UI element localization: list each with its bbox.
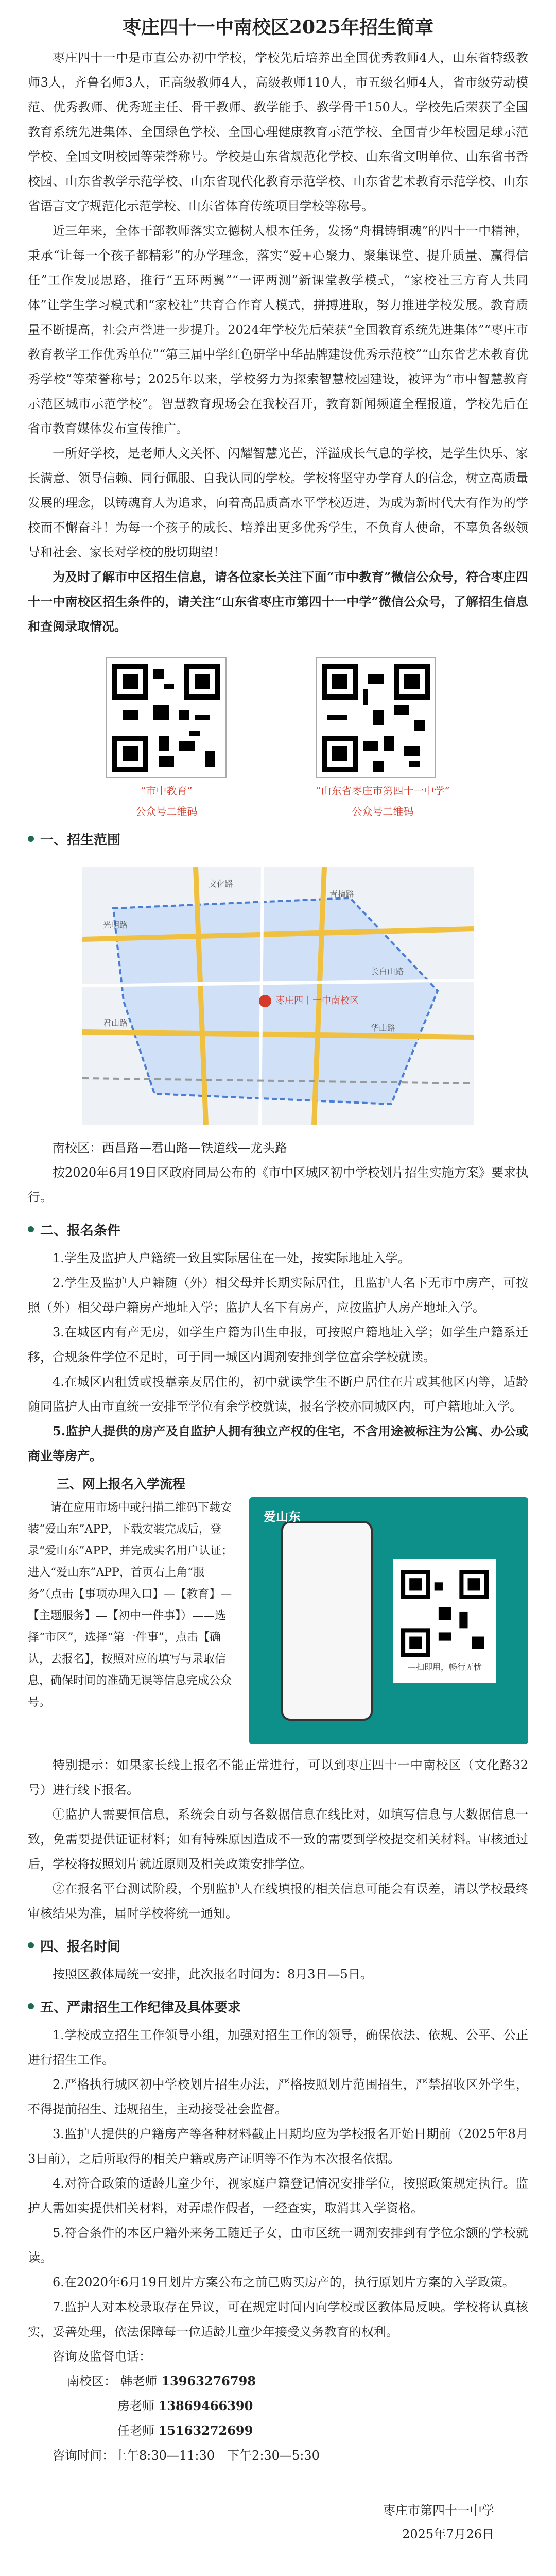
section-heading-apply: 三、网上报名入学流程: [57, 1477, 186, 1492]
intro-paragraph-3: 一所好学校，是老师人文关怀、闪耀智慧光芒，洋溢成长气息的学校，是学生快乐、家长满意、领导信赖、同行佩服、自我认同的学校。学校将坚守办学育人的信念，树立高质量发展的理念，以铸魂育人为追求，向着高品质高水平学校迈进，为成为新时代大有作为的学校而不懈奋斗！为每一个孩子的成长、培养出更多优秀学生，不负育人使命，不辜负各级领导和社会、家长对学校的殷切期望！: [28, 446, 528, 560]
page-title: 枣庄四十一中南校区2025年招生简章: [122, 16, 434, 38]
contact-row: [67, 2418, 528, 2443]
notice-paragraph: 为及时了解市中区招生信息，请各位家长关注下面“市中教育”微信公众号，符合枣庄四十一中南校区招生条件的，请关注“山东省枣庄市第四十一中学”微信公众号，了解招生信息和查阅录取情况。: [28, 569, 528, 634]
discipline-item: 7.监护人对本校录取存在异议，可在规定时间内向学校或区教体局反映。学校将认真核实，妥善处理，依法保障每一位适龄儿童少年接受义务教育的权利。: [28, 2300, 528, 2339]
condition-item: 4.在城区内租赁或投靠亲友居住的，初中就读学生不断户居住在片或其他区内等，适龄随同监护人由市直统一安排至学位有余学校就读，报名学校亦同城区内，可户籍地址入学。: [28, 1375, 528, 1414]
qr-name: “市中教育”: [141, 785, 193, 797]
map-label-road: 君山路: [103, 1018, 128, 1028]
note-item: ①监护人需要恒信息，系统会自动与各数据信息在线比对，如填写信息与大数据信息一致，免需要提供证证材料；如有特殊原因造成不一致的需要到学校提交相关材料。审核通过后，学校将按照划片就近原则及相关政策安排学位。: [28, 1807, 528, 1871]
discipline-item: 5.符合条件的本区户籍外来务工随迁子女，由市区统一调剂安排到有学位余额的学校就读。: [28, 2226, 528, 2265]
map-label-road: 华山路: [371, 1023, 396, 1033]
contact-row: [67, 2369, 528, 2394]
qr-name: “山东省枣庄市第四十一中学”: [316, 785, 450, 797]
qr-code-image[interactable]: [106, 657, 227, 778]
contact-row: [67, 2394, 528, 2418]
qr-icon: [322, 664, 430, 772]
section-heading-range: [28, 826, 528, 851]
condition-item: 1.学生及监护人户籍统一致且实际居住在一处，按实际地址入学。: [53, 1251, 410, 1265]
district-map[interactable]: [82, 867, 474, 1125]
range-text-2: 按2020年6月19日区政府同局公布的《市中区城区初中学校划片招生实施方案》要求执行。: [28, 1165, 528, 1205]
section-title: 一、招生范围: [40, 832, 121, 848]
bullet-icon: [28, 1226, 34, 1232]
condition-item: 5.监护人提供的房产及自监护人拥有独立产权的住宅，不含用途被标注为公寓、办公或商业等房产。: [28, 1423, 528, 1463]
bullet-icon: [28, 836, 34, 842]
section-heading-time: [28, 1933, 528, 1958]
section-heading-conditions: [28, 1217, 528, 1242]
map-label-road: 长白山路: [371, 967, 404, 976]
discipline-item: 4.对符合政策的适龄儿童少年，视家庭户籍登记情况安排学位，按照政策规定执行。监护人需如实提供相关材料，对弄虚作假者，一经查实，取消其入学资格。: [28, 2176, 528, 2215]
section-heading-discipline: [28, 1994, 528, 2019]
app-qr-code[interactable]: [393, 1559, 496, 1683]
discipline-item: 2.严格执行城区初中学校划片招生办法，严格按照划片范围招生，严禁招收区外学生，不得提前招生、违规招生，主动接受社会监督。: [28, 2077, 528, 2116]
app-promo-image: [249, 1497, 528, 1744]
bullet-icon: [28, 1942, 34, 1948]
special-note: 特别提示：如果家长线上报名不能正常进行，可以到枣庄四十一中南校区（文化路32号）进行线下报名。: [28, 1758, 528, 1797]
contact-label: 南校区：: [67, 2374, 116, 2388]
section-title: 五、严肃招生工作纪律及具体要求: [40, 1999, 241, 2015]
app-qr-label: —扫即用，畅行无忧: [407, 1662, 482, 1672]
contact-phone[interactable]: 13869466390: [158, 2398, 253, 2413]
qr-icon: [401, 1570, 489, 1657]
qr-item-school: [316, 657, 449, 819]
contact-phone[interactable]: 15163272699: [158, 2423, 253, 2438]
qr-codes: [62, 657, 494, 819]
bullet-icon: [28, 2003, 34, 2009]
discipline-item: 3.监护人提供的户籍房产等各种材料截止日期均应为学校报名开始日期前（2025年8月3日前），之后所取得的相关户籍或房产证明等不作为本次报名依据。: [28, 2127, 528, 2166]
qr-code-image[interactable]: [316, 657, 436, 778]
map-label-school: 枣庄四十一中南校区: [275, 995, 359, 1006]
time-text: 按照区教体局统一安排，此次报名时间为：8月3日—5日。: [53, 1967, 373, 1981]
apply-block: [28, 1497, 528, 1744]
contact-intro: 咨询及监督电话：: [53, 2349, 151, 2364]
qr-caption: 公众号二维码: [135, 805, 198, 818]
date: 2025年7月26日: [402, 2527, 494, 2541]
apply-text: 请在应用市场中或扫描二维码下载安装“爱山东”APP，下载安装完成后，登录“爱山东”APP，并完成实名用户认证；进入“爱山东”APP，首页右上角“服务”（点击【事项办理入口】—【教育】—【主题服务】—【初中一件事】）——选择“市区”，选择“第一件事”，点击【确认，去报名】，按照对应的填写与录取信息，确保时间的准确无误等信息完成公众号。: [28, 1501, 233, 1709]
qr-caption: 公众号二维码: [352, 805, 414, 818]
contact-name: 韩老师: [120, 2374, 158, 2388]
contact-phone[interactable]: 13963276798: [161, 2374, 256, 2388]
app-logo: 爱山东: [264, 1510, 301, 1524]
intro-paragraph-2: 近三年来，全体干部教师落实立德树人根本任务，发扬“舟楫铸铜魂”的四十一中精神，秉承“让每一个孩子都精彩”的办学理念，落实“爱+心聚力、聚集课堂、提升质量、赢得信任”工作发展思路，推行“五环两翼”“一评两测”新课堂教学模式，“家校社三方育人共同体”让学生学习模式和“家校社”共育合作育人模式，拼搏进取，努力推进学校发展。教育质量不断提高，社会声誉进一步提升。2024年学校先后荣获“全国教育系统先进集体”“枣庄市教育教学工作优秀单位”“第三届中学红色研学中华品牌建设优秀示范校”“山东省艺术教育优秀学校”等荣誉称号；2025年以来，学校努力为探索智慧校园建设，被评为“市中智慧教育示范区城市示范学校”。智慧教育现场会在我校召开，教育新闻频道全程报道，学校先后在省市教育媒体发布宣传推广。: [28, 224, 528, 436]
section-title: 二、报名条件: [40, 1223, 121, 1239]
signature: 枣庄市第四十一中学: [383, 2503, 494, 2518]
note-item: ②在报名平台测试阶段，个别监护人在线填报的相关信息可能会有误差，请以学校最终审核结果为准，届时学校将统一通知。: [28, 1882, 528, 1921]
section-title: 四、报名时间: [40, 1939, 121, 1955]
condition-item: 2.学生及监护人户籍随（外）相父母并长期实际居住，且监护人名下无市中房产，可按照（外）相父母户籍房产地址入学；监护人名下有房产，应按监护人房产地址入学。: [28, 1276, 528, 1315]
map-label-road: 文化路: [208, 879, 234, 889]
phone-illustration: [281, 1521, 373, 1721]
discipline-item: 1.学校成立招生工作领导小组，加强对招生工作的领导，确保依法、依规、公平、公正进行招生工作。: [28, 2028, 528, 2067]
contact-name: 任老师: [117, 2424, 154, 2438]
discipline-item: 6.在2020年6月19日划片方案公布之前已购买房产的，执行原划片方案的入学政策。: [53, 2275, 515, 2290]
condition-item: 3.在城区内有产无房，如学生户籍为出生申报，可按照户籍地址入学；如学生户籍系迁移，合规条件学位不足时，可于同一城区内调剂安排到学位富余学校就读。: [28, 1325, 528, 1364]
map-label-road: 青檀路: [329, 889, 355, 899]
map-label-road: 光明路: [103, 920, 128, 930]
contact-name: 房老师: [117, 2399, 154, 2413]
intro-paragraph-1: 枣庄四十一中是市直公办初中学校，学校先后培养出全国优秀教师4人，山东省特级教师3人，齐鲁名师3人，正高级教师4人，高级教师110人，市五级名师4人，省市级劳动模范、优秀教师、优秀班主任、骨干教师、教学能手、教学骨干150人。学校先后荣获了全国教育系统先进集体、全国绿色学校、全国心理健康教育示范学校、全国青少年校园足球示范学校、全国文明校园等荣誉称号。学校是山东省规范化学校、山东省文明单位、山东省书香校园、山东省教学示范学校、山东省现代化教育示范学校、山东省艺术教育示范学校、山东省语言文字规范化示范学校、山东省体育传统项目学校等称号。: [28, 50, 528, 213]
range-text-1: 南校区：西昌路—君山路—铁道线—龙头路: [53, 1141, 287, 1155]
qr-item-shizhong: [106, 657, 227, 819]
contact-time: 咨询时间：上午8:30—11:30 下午2:30—5:30: [53, 2448, 320, 2463]
qr-icon: [112, 664, 220, 772]
